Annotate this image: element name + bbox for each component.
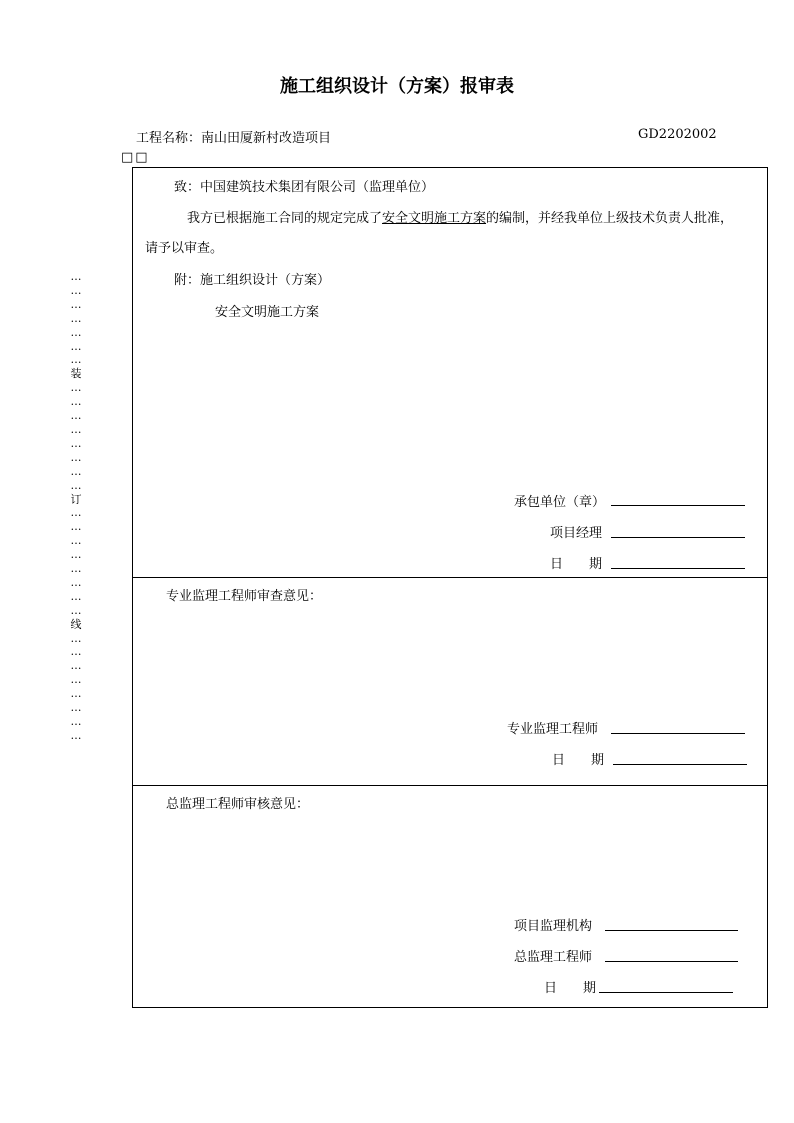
binding-char-zhuang: 装 (70, 367, 82, 381)
body-text-pre: 我方已根据施工合同的规定完成了 (187, 211, 383, 226)
binding-dots: … (70, 478, 82, 492)
date-line (599, 978, 733, 993)
date-label: 日 期 (552, 753, 605, 768)
binding-char-xian: 线 (70, 617, 82, 631)
binding-dots: … (70, 715, 82, 728)
attachment-label: 附：施工组织设计（方案） (174, 273, 331, 288)
checkbox-marks: □□ (121, 150, 150, 165)
engineer-label: 专业监理工程师 (507, 722, 599, 737)
project-name: 工程名称：南山田厦新村改造项目 (136, 131, 332, 146)
submission-body-line1 (187, 207, 733, 226)
contractor-signature-line (611, 491, 745, 506)
binding-dots: … (70, 311, 82, 325)
binding-dots: … (70, 687, 82, 701)
engineer-review-heading: 专业监理工程师审查意见： (166, 589, 323, 604)
plan-name-underlined: 安全文明施工方案 (382, 211, 487, 226)
attachment-item: 安全文明施工方案 (215, 305, 320, 320)
binding-dots: … (70, 450, 82, 464)
submission-section (132, 167, 768, 578)
engineer-review-section (132, 578, 768, 786)
binding-dots: … (70, 422, 82, 436)
binding-dots: … (70, 283, 82, 297)
binding-dots: … (70, 673, 82, 687)
binding-dots: … (70, 506, 82, 520)
supervision-org-label: 项目监理机构 (514, 919, 593, 934)
binding-dots: … (70, 436, 82, 450)
engineer-signature-line (611, 719, 745, 734)
binding-dots: … (70, 589, 82, 603)
binding-dots: … (70, 701, 82, 715)
binding-dots: … (70, 575, 82, 589)
binding-dots: … (70, 631, 82, 645)
binding-dots: … (70, 534, 82, 548)
binding-dots: … (70, 339, 82, 353)
submission-body-line2: 请予以审查。 (145, 241, 224, 256)
binding-dots: … (70, 395, 82, 409)
chief-review-section (132, 786, 768, 1008)
binding-dots: … (70, 464, 82, 478)
binding-dots: … (70, 381, 82, 395)
body-text-post: 的编制，并经我单位上级技术负责人批准， (486, 211, 734, 226)
binding-dots: … (70, 659, 82, 673)
binding-dots: … (70, 548, 82, 562)
date-label: 日 期 (544, 981, 597, 996)
binding-dots: … (70, 325, 82, 339)
binding-dots: … (70, 270, 82, 283)
date-line (613, 750, 747, 765)
binding-char-ding: 订 (70, 492, 82, 506)
chief-engineer-signature-line (605, 947, 738, 962)
binding-dots: … (70, 562, 82, 576)
binding-dots: … (70, 645, 82, 659)
binding-dots: … (70, 353, 82, 367)
binding-dots: … (70, 409, 82, 423)
binding-line (68, 270, 84, 743)
date-label: 日 期 (550, 557, 603, 572)
binding-dots: … (70, 603, 82, 617)
binding-dots: … (70, 297, 82, 311)
chief-engineer-label: 总监理工程师 (514, 950, 593, 965)
document-number: GD2202002 (638, 127, 717, 142)
addressee: 致：中国建筑技术集团有限公司（监理单位） (174, 180, 435, 195)
binding-dots: … (70, 728, 82, 742)
date-line (611, 554, 745, 569)
binding-dots: … (70, 520, 82, 534)
project-manager-signature-line (611, 523, 745, 538)
supervision-org-signature-line (605, 916, 738, 931)
page-title: 施工组织设计（方案）报审表 (280, 76, 514, 97)
project-manager-label: 项目经理 (550, 526, 603, 541)
contractor-label: 承包单位（章） (514, 495, 606, 510)
chief-review-heading: 总监理工程师审核意见： (166, 797, 310, 812)
